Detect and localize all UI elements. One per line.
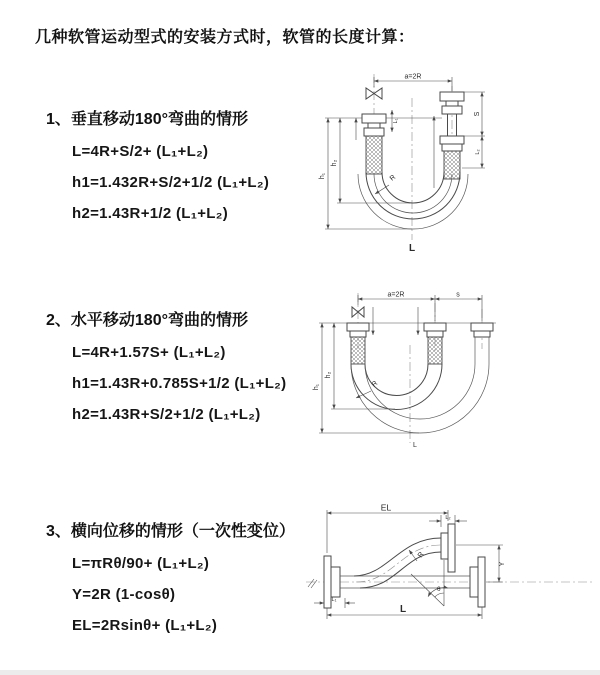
hose-centerline [356,545,441,582]
section-3 [46,518,316,634]
pipe-fitting [441,533,448,559]
pipe-flange [427,331,443,337]
hose-curve [360,552,441,588]
pipe-flange [442,144,462,151]
pipe-fitting [440,92,464,101]
diagram-vertical-180-bend [312,68,600,266]
dim-label-h2: h₂ [331,159,338,167]
pipe-flange [442,106,462,114]
hose-arc [351,364,442,410]
formula-line: Y=2R (1-cosθ) [72,586,176,603]
pipe-flange [448,524,455,572]
dim-label-h2: h₂ [325,371,332,379]
dim-label-s: S [474,111,481,117]
braided-hose [428,337,442,364]
dim-label-s: s [456,291,460,299]
section-2-heading: 2、水平移动180°弯曲的情形 [46,312,248,329]
pipe-fitting [331,567,340,597]
dim-label-a2r: a=2R [404,73,422,81]
formula-line: h1=1.432R+S/2+1/2 (L₁+L₂) [72,174,270,191]
dim-label-h1: h₁ [313,383,320,391]
hose-arc [374,174,452,213]
dim-label-a2r: a=2R [387,291,405,299]
dim-label-l2: L₂ [445,515,451,521]
pipe-fitting [368,123,380,128]
length-label: L [413,442,417,449]
pipe-flange [474,331,490,337]
dim-label-y: Y [499,561,506,567]
section-1 [46,106,316,222]
length-label: L [400,604,407,615]
pipe-fitting [440,136,464,144]
hose-curve [354,538,441,576]
page-title: 几种软管运动型式的安装方式时，软管的长度计算： [35,29,415,46]
section-2 [46,307,316,423]
formula-line: h2=1.43R+S/2+1/2 (L₁+L₂) [72,406,261,423]
formula-line: h2=1.43R+1/2 (L₁+L₂) [72,205,229,222]
pipe-fitting [347,323,369,331]
section-3-heading: 3、横向位移的情形（一次性变位） [46,523,295,540]
formula-line: L=4R+1.57S+ (L₁+L₂) [72,344,226,361]
section-1-heading: 1、垂直移动180°弯曲的情形 [46,111,248,128]
pipe-fitting [424,323,446,331]
dim-label-h1: h₁ [319,172,326,180]
pipe [475,337,489,364]
pipe-fitting [362,114,386,123]
axis-break-mark [308,579,317,588]
length-label: L [409,243,416,254]
radius-label: R [388,173,398,183]
radius-label: R [370,379,380,389]
pipe-fitting [471,323,493,331]
pipe-fitting [470,567,478,597]
hose-arc [351,364,489,433]
pipe-fitting [446,101,458,106]
pipe-flange [324,556,331,608]
dim-label-el: EL [380,502,392,513]
diagram-lateral-displacement [298,500,600,655]
angle-arc [435,593,444,597]
diagram-horizontal-180-bend [310,287,600,472]
pipe-flange [478,557,485,607]
dim-label-l1: L₁ [393,118,399,124]
formula-line: EL=2Rsinθ+ (L₁+L₂) [72,617,218,634]
dim-label-l1: L₁ [331,597,337,603]
formula-line: L=πRθ/90+ (L₁+L₂) [72,555,210,572]
radius-label: R [416,550,426,560]
angle-label-theta: θ [437,586,441,593]
pipe-flange [364,128,384,136]
dim-label-l2: L₂ [475,149,481,155]
page-bottom-edge [0,670,600,675]
formula-line: h1=1.43R+0.785S+1/2 (L₁+L₂) [72,375,287,392]
braided-hose [366,136,382,174]
pipe-flange [350,331,366,337]
formula-line: L=4R+S/2+ (L₁+L₂) [72,143,209,160]
braided-hose [351,337,365,364]
